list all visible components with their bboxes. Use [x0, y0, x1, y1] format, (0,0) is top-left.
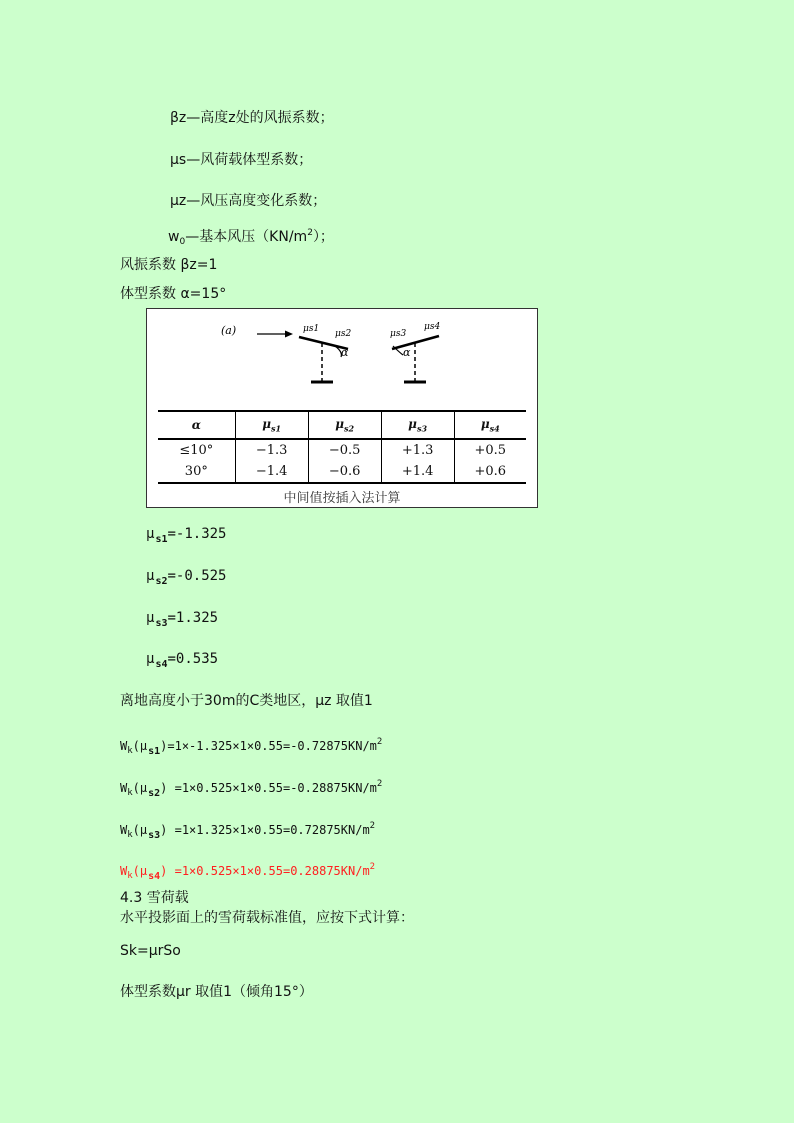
table-header-row	[158, 411, 526, 439]
figure-caption: 中间值按插入法计算	[283, 491, 401, 506]
table-cell: −0.6	[308, 461, 381, 483]
result-mu-s1: $\mu_{s1}=-1.325$	[146, 526, 227, 545]
table-cell: +1.4	[381, 461, 454, 483]
def-mu-z: μz—风压高度变化系数；	[170, 193, 327, 209]
alpha-label-right: α	[403, 346, 411, 359]
table-cell: −1.4	[235, 461, 308, 483]
result-mu-s2: $\mu_{s2}=-0.525$	[146, 568, 227, 587]
mu-label-s2: μs2	[335, 329, 352, 339]
snow-shape-coefficient: 体型系数μr 取值1（倾角15°）	[120, 984, 313, 1000]
table-cell: +1.3	[381, 439, 454, 461]
table-cell: +0.6	[454, 461, 526, 483]
wk-line-s4: $W_k(\mu_{s4}) =1\times 0.525\times 1\times 0.55=0.28875KN/m^2$	[120, 862, 376, 882]
table-cell: −0.5	[308, 439, 381, 461]
header-mu-s1: $\mu_{s1}$	[235, 411, 308, 439]
table-row	[158, 461, 526, 483]
mu-label-s3: μs3	[390, 329, 407, 339]
wk-line-s1: $W_k(\mu_{s1})=1\times-1.325\times 1\times 0.55=-0.72875KN/m^2$	[120, 737, 383, 757]
header-alpha: α	[158, 411, 235, 439]
snow-formula: Sk=μrSo	[120, 943, 181, 959]
wk-line-s3: $W_k(\mu_{s3}) =1\times 1.325\times 1\times 0.55=0.72875KN/m^2$	[120, 821, 376, 841]
table-row	[158, 439, 526, 461]
result-mu-s3: $\mu_{s3}=1.325$	[146, 610, 219, 629]
header-mu-s3: $\mu_{s3}$	[381, 411, 454, 439]
wk-line-s2: $W_k(\mu_{s2}) =1\times 0.525\times 1\times 0.55=-0.28875KN/m^2$	[120, 779, 383, 799]
def-mu-s: μs—风荷载体型系数；	[170, 152, 313, 168]
wind-vibration-coefficient: 风振系数 βz=1	[120, 257, 218, 273]
table-cell: +0.5	[454, 439, 526, 461]
snow-text: 水平投影面上的雪荷载标准值，应按下式计算：	[120, 910, 414, 926]
snow-heading: 4.3 雪荷载	[120, 890, 189, 906]
coefficient-figure	[146, 308, 538, 508]
table-cell: −1.3	[235, 439, 308, 461]
def-beta-z: βz—高度z处的风振系数；	[170, 110, 334, 126]
header-mu-s4: $\mu_{s4}$	[454, 411, 526, 439]
shape-coefficient: 体型系数 α=15°	[120, 286, 227, 302]
mu-label-s1: μs1	[303, 324, 320, 334]
diagram-label-a: (a)	[221, 324, 237, 337]
height-note: 离地高度小于30m的C类地区，μz 取值1	[120, 693, 373, 709]
def-w0: $w_0—$基本风压$(KN/m^2)$；	[168, 228, 334, 247]
mu-label-s4: μs4	[424, 322, 441, 332]
wind-arrow-head	[285, 331, 293, 338]
result-mu-s4: $\mu_{s4}=0.535$	[146, 651, 219, 670]
table-cell: 30°	[158, 461, 235, 483]
table-cell: ≤10°	[179, 443, 214, 458]
alpha-label-left: α	[341, 346, 349, 359]
header-mu-s2: $\mu_{s2}$	[308, 411, 381, 439]
coefficient-table	[158, 410, 526, 484]
